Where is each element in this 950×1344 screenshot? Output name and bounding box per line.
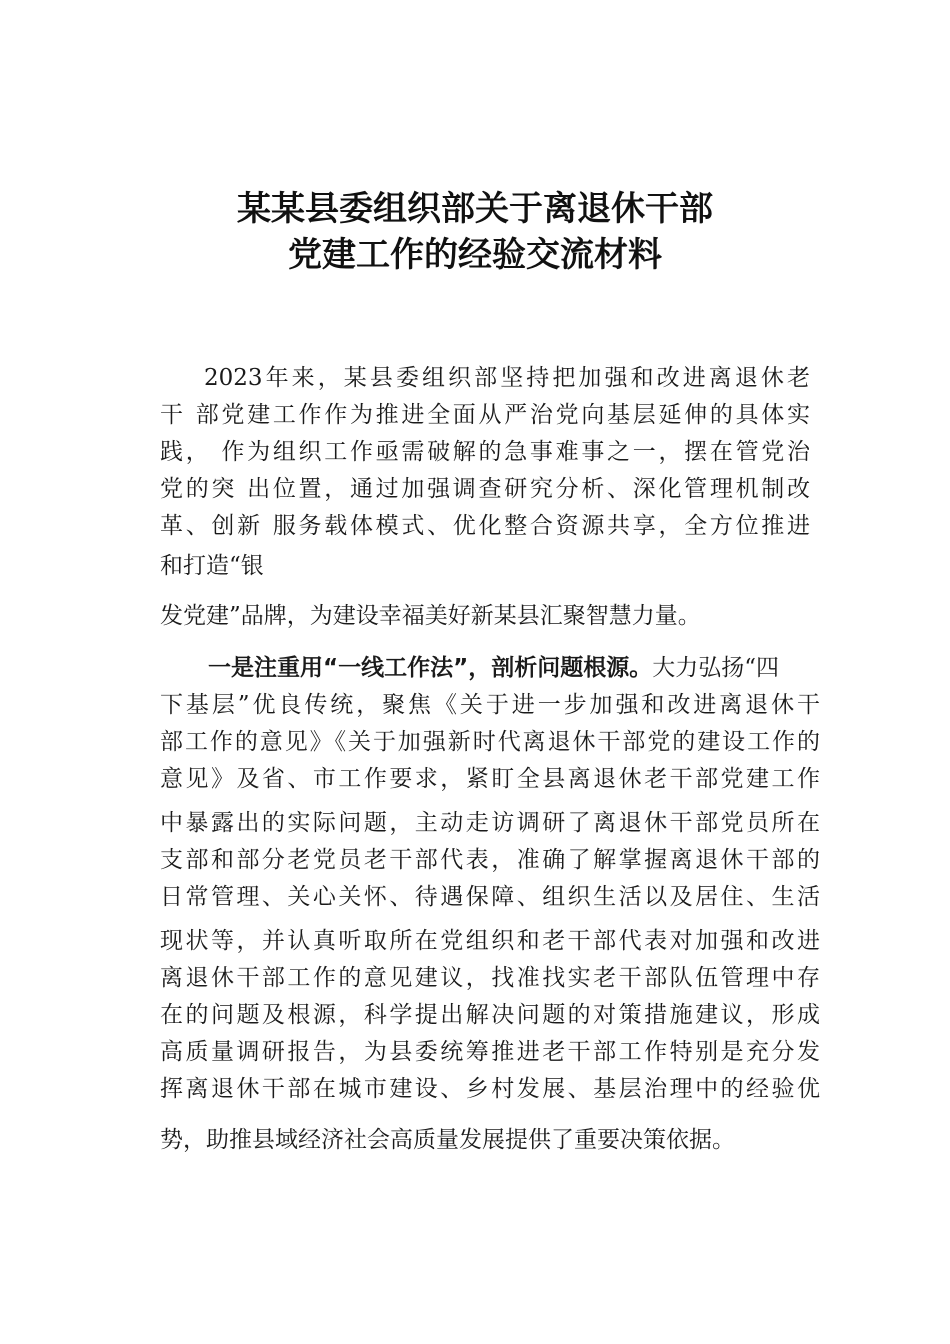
para2-line-1: [208, 650, 820, 687]
title-line-1: 某某县委组织部关于离退休干部: [237, 189, 713, 229]
para2-line-5: 中暴露出的实际问题，主动走访调研了离退休干部党员所在: [160, 810, 820, 836]
para2-line-2: 下基层”优良传统，聚焦《关于进一步加强和改进离退休干: [160, 692, 820, 718]
para2-line-3: 部工作的意见》《关于加强新时代离退休干部党的建设工作的: [160, 729, 820, 755]
para1-line-4: 党的突 出位置，通过加强调查研究分析、深化管理机制改: [160, 476, 810, 502]
para1-line-3: 践， 作为组织工作亟需破解的急事难事之一，摆在管党治: [160, 439, 810, 465]
para2-first-rest: 大力弘扬“四: [652, 655, 779, 681]
para1-line-6: 和打造“银: [160, 553, 264, 579]
para2-line-12: 挥离退休干部在城市建设、乡村发展、基层治理中的经验优: [160, 1076, 820, 1102]
para2-line-10: 在的问题及根源，科学提出解决问题的对策措施建议，形成: [160, 1002, 820, 1028]
para2-line-9: 离退休干部工作的意见建议，找准找实老干部队伍管理中存: [160, 965, 820, 991]
para1-line-7: 发党建”品牌，为建设幸福美好新某县汇聚智慧力量。: [160, 603, 701, 629]
para2-line-6: 支部和部分老党员老干部代表，准确了解掌握离退休干部的: [160, 847, 820, 873]
para2-lead: 一是注重用“一线工作法”，剖析问题根源。: [208, 655, 653, 681]
para1-line-2: 干 部党建工作作为推进全面从严治党向基层延伸的具体实: [160, 402, 810, 428]
para2-line-13: 势，助推县域经济社会高质量发展提供了重要决策依据。: [160, 1127, 735, 1153]
para1-line-1: 2023年来，某县委组织部坚持把加强和改进离退休老: [204, 365, 810, 391]
para2-line-4: 意见》及省、市工作要求，紧盯全县离退休老干部党建工作: [160, 766, 820, 792]
para1-line-5: 革、创新 服务载体模式、优化整合资源共享，全方位推进: [160, 513, 810, 539]
title-line-2: 党建工作的经验交流材料: [288, 235, 662, 275]
para2-line-8: 现状等，并认真听取所在党组织和老干部代表对加强和改进: [160, 928, 820, 954]
para2-line-7: 日常管理、关心关怀、待遇保障、组织生活以及居住、生活: [160, 884, 820, 910]
para2-line-11: 高质量调研报告，为县委统筹推进老干部工作特别是充分发: [160, 1039, 820, 1065]
document-title: [0, 186, 950, 278]
